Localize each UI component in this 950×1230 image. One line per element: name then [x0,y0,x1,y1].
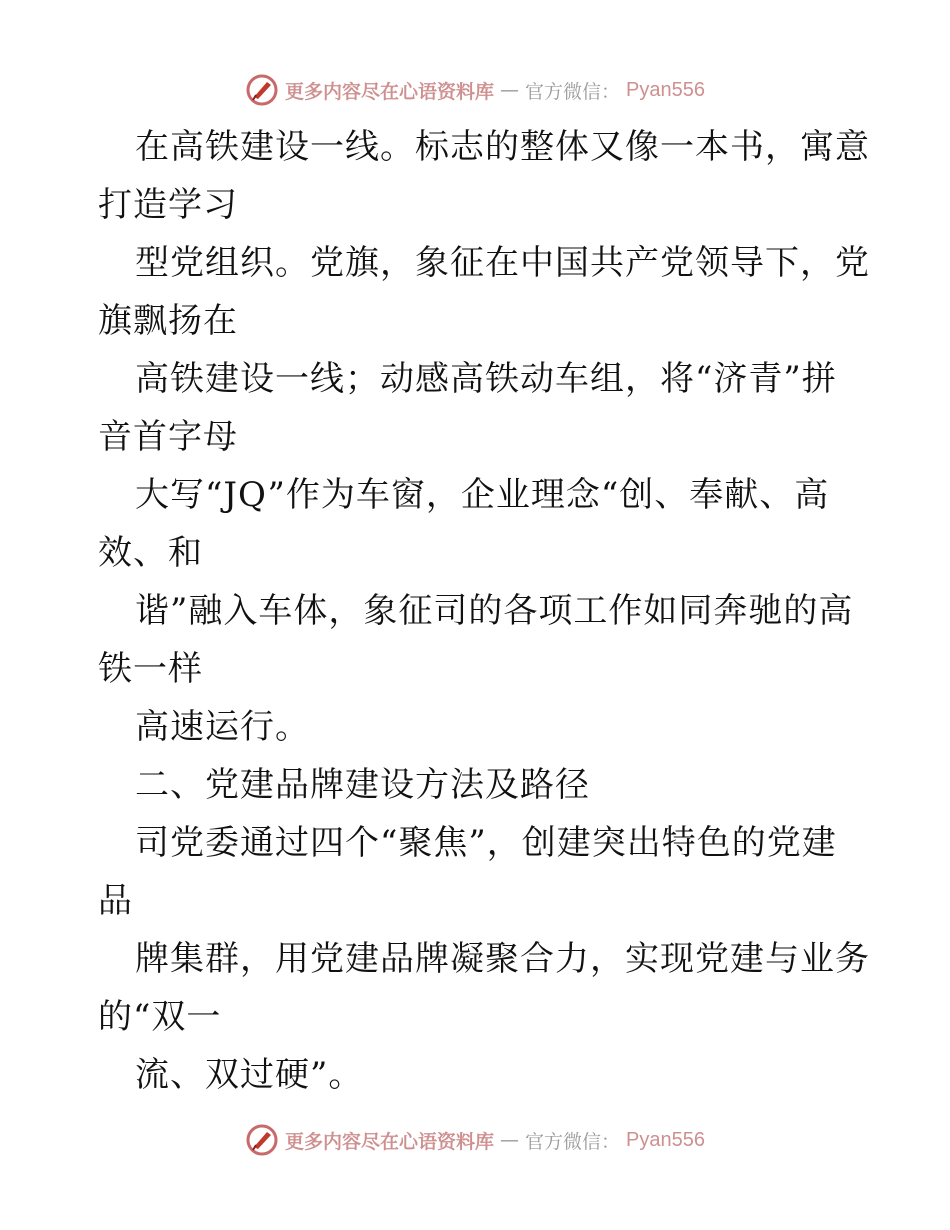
body-line: 司党委通过四个“聚焦”，创建突出特色的党建 [135,823,837,863]
watermark-separator: — [500,79,520,101]
body-line: 旗飘扬在 [98,301,238,341]
watermark-official-label: 官方微信： [525,80,621,103]
quill-circle-icon [245,1123,279,1157]
body-line: 高速运行。 [135,707,310,747]
body-line: 效、和 [98,533,203,573]
document-body [98,118,870,1104]
footer-watermark [0,1120,950,1160]
body-line: 流、双过硬”。 [135,1055,364,1095]
body-line: 铁一样 [98,649,203,689]
body-line: 高铁建设一线；动感高铁动车组，将“济青”拼 [135,359,837,399]
body-line: 音首字母 [98,417,238,457]
watermark-brand-text: 更多内容尽在心语资料库 [285,1130,495,1153]
watermark-account-id: Pyan556 [626,78,705,101]
header-watermark [0,70,950,110]
body-line: 品 [98,881,133,921]
body-line: 大写“JQ”作为车窗，企业理念“创、奉献、高 [135,475,830,515]
body-line: 牌集群，用党建品牌凝聚合力，实现党建与业务 [135,939,870,979]
watermark-account-id: Pyan556 [626,1128,705,1151]
body-line: 在高铁建设一线。标志的整体又像一本书，寓意 [135,127,870,167]
body-line: 谐”融入车体，象征司的各项工作如同奔驰的高 [135,591,854,631]
body-line: 打造学习 [98,185,238,225]
quill-circle-icon [245,73,279,107]
watermark-brand-text: 更多内容尽在心语资料库 [285,80,495,103]
body-line: 型党组织。党旗，象征在中国共产党领导下，党 [135,243,870,283]
section-heading: 二、党建品牌建设方法及路径 [135,765,590,805]
body-line: 的“双一 [98,997,222,1037]
watermark-separator: — [500,1129,520,1151]
watermark-official-label: 官方微信： [525,1130,621,1153]
